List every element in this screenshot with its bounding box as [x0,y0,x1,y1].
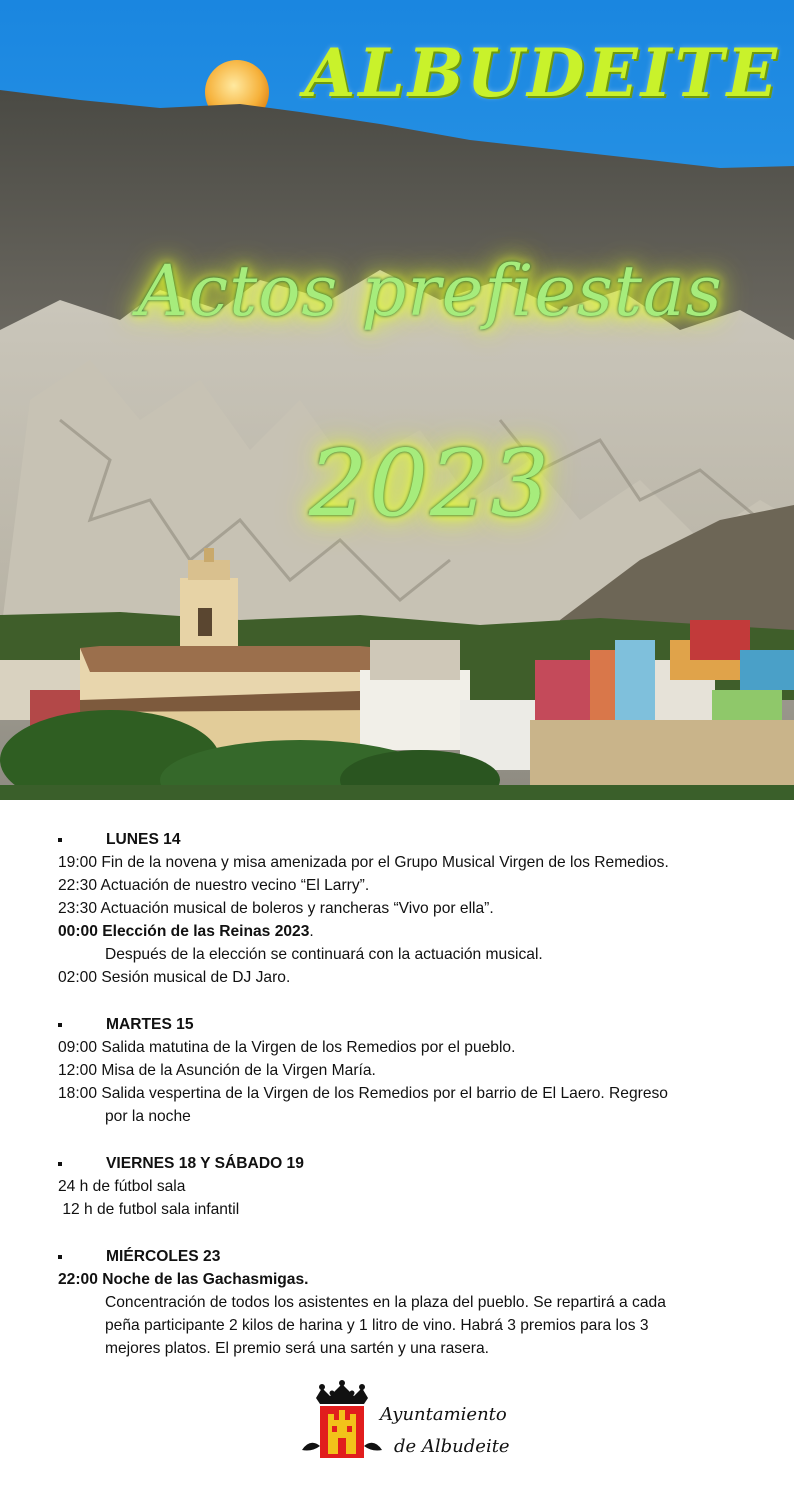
program-schedule [58,828,758,1360]
schedule-line: 23:30 Actuación musical de boleros y rancheras “Vivo por ella”. [58,900,494,917]
schedule-line-indented: peña participante 2 kilos de harina y 1 litro de vino. Habrá 3 premios para los 3 [105,1317,649,1334]
schedule-line: 09:00 Salida matutina de la Virgen de los Remedios por el pueblo. [58,1039,516,1056]
schedule-line: 22:30 Actuación de nuestro vecino “El Larry”. [58,877,370,894]
schedule-line-indented: Concentración de todos los asistentes en la plaza del pueblo. Se repartirá a cada [105,1294,666,1311]
day-heading [58,1013,758,1036]
schedule-line-indented: Después de la elección se continuará con la actuación musical. [105,946,543,963]
day-heading [58,828,758,851]
bullet-icon [58,1255,62,1259]
schedule-line-highlight: 22:00 Noche de las Gachasmigas. [58,1271,309,1288]
castle-icon [320,1406,364,1458]
schedule-line: 02:00 Sesión musical de DJ Jaro. [58,969,291,986]
town-title: ALBUDEITE [304,34,780,112]
schedule-line-indented: por la noche [105,1108,191,1125]
schedule-line: 19:00 Fin de la novena y misa amenizada por el Grupo Musical Virgen de los Remedios. [58,854,669,871]
highlight-text: 00:00 Elección de las Reinas 2023 [58,923,310,940]
schedule-line: 24 h de fútbol sala [58,1178,186,1195]
event-subtitle: Actos prefiestas [137,250,723,332]
schedule-line-indented: mejores platos. El premio será una sartén y una rasera. [105,1340,489,1357]
day-heading [58,1245,758,1268]
schedule-line: 12 h de futbol sala infantil [58,1201,240,1218]
day-title: MARTES 15 [106,1016,194,1033]
logo-line-2: de Albudeite [394,1436,510,1457]
highlight-suffix: . [309,923,314,940]
day-heading [58,1152,758,1175]
bullet-icon [58,838,62,842]
schedule-line: 12:00 Misa de la Asunción de la Virgen María. [58,1062,376,1079]
event-year: 2023 [308,430,552,537]
schedule-line: 18:00 Salida vespertina de la Virgen de los Remedios por el barrio de El Laero. Regreso [58,1085,668,1102]
bullet-icon [58,1162,62,1166]
crown-icon [316,1380,368,1404]
day-title: LUNES 14 [106,831,181,848]
logo-line-1: Ayuntamiento [380,1404,507,1425]
schedule-line-highlight [58,920,758,943]
bullet-icon [58,1023,62,1027]
day-title: VIERNES 18 Y SÁBADO 19 [106,1155,304,1172]
day-title: MIÉRCOLES 23 [106,1248,221,1265]
